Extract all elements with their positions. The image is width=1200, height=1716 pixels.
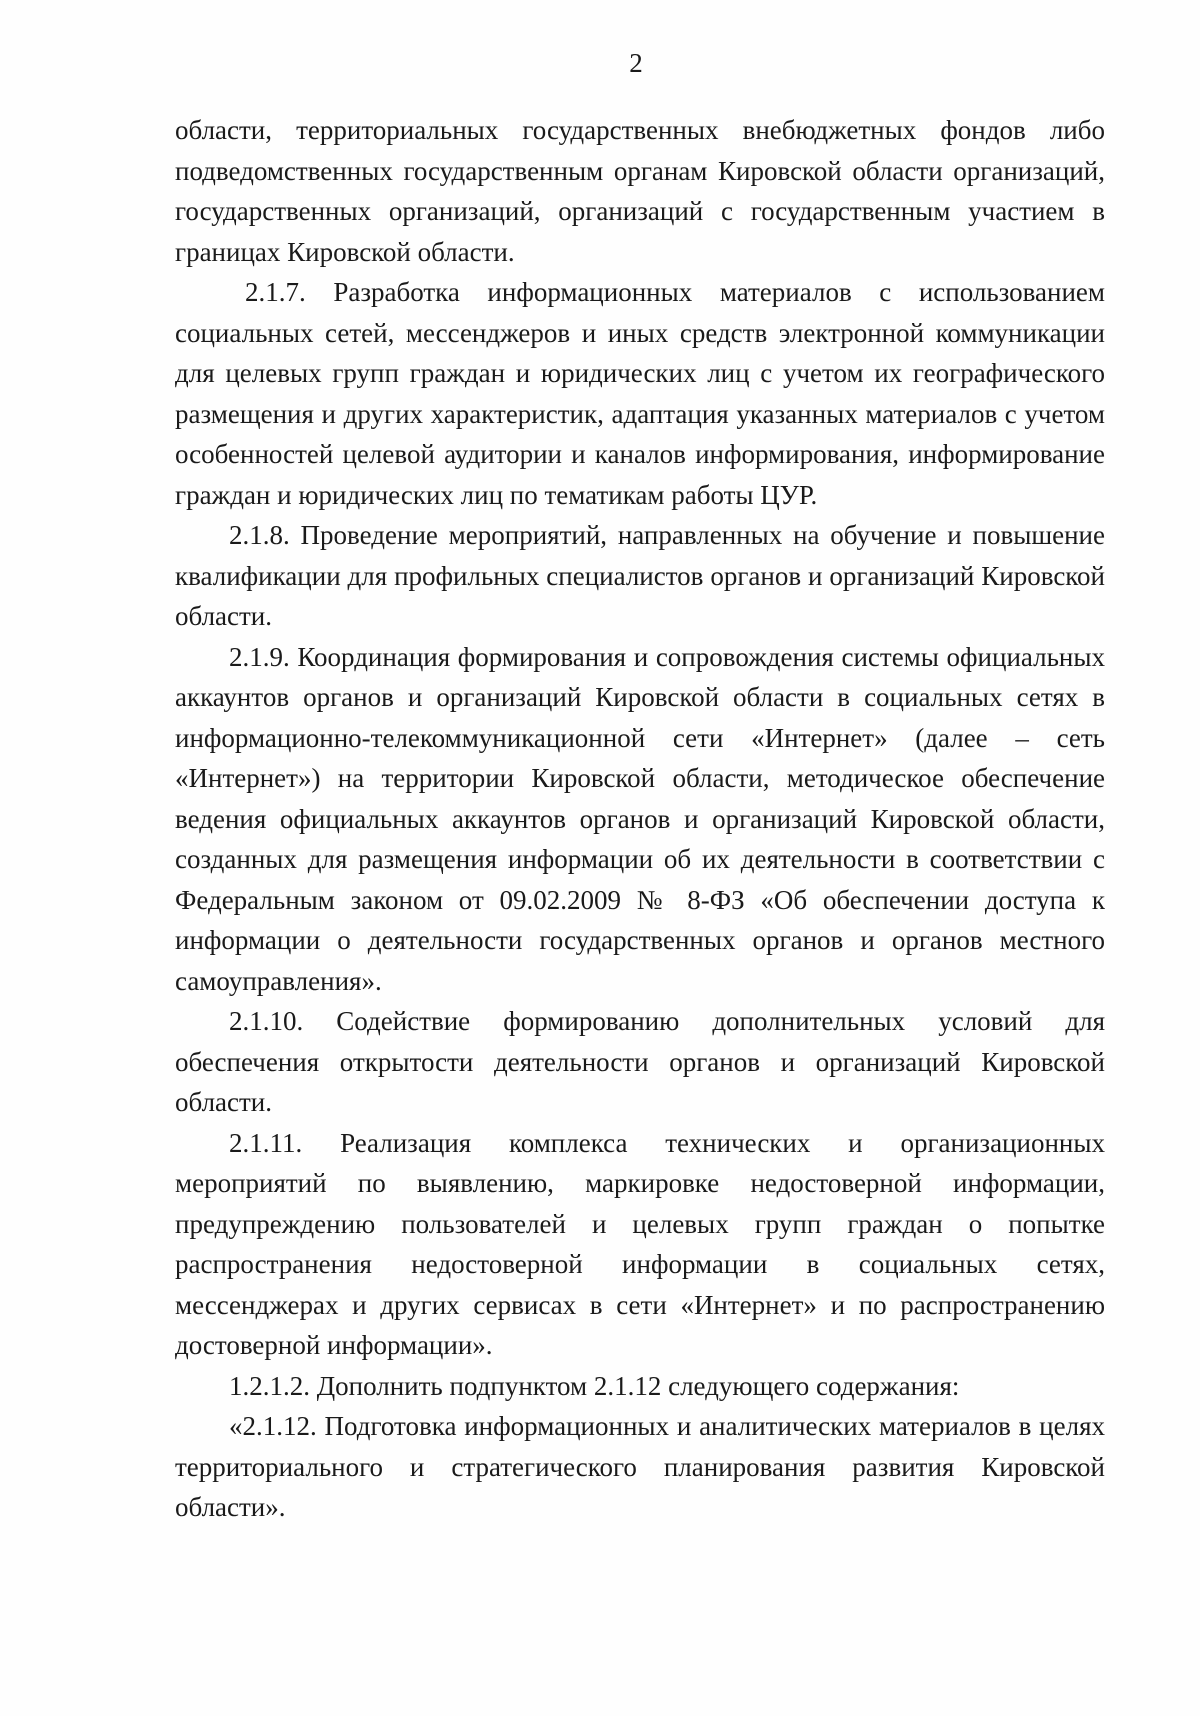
paragraph-2-1-7: 2.1.7. Разработка информационных материалов с использованием социальных сетей, мессенджеров и иных средств электронной коммуникации для целевых групп граждан и юридических лиц с учетом их географического размещения и других характеристик, адаптация указанных материалов с учетом особенностей целевой аудитории и каналов информирования, информирование граждан и юридических лиц по тематикам работы ЦУР. [175, 277, 1105, 510]
paragraph-2-1-9: 2.1.9. Координация формирования и сопровождения системы официальных аккаунтов органов и организаций Кировской области в социальных сетях в информационно-телекоммуникационной сети «Интернет» (далее – сеть «Интернет») на территории Кировской области, методическое обеспечение ведения официальных аккаунтов органов и организаций Кировской области, созданных для размещения информации об их деятельности в соответствии с Федеральным законом от 09.02.2009 № 8-ФЗ «Об обеспечении доступа к информации о деятельности государственных органов и органов местного самоуправления». [175, 641, 1105, 996]
page-number: 2 [629, 48, 643, 78]
paragraph-2-1-11: 2.1.11. Реализация комплекса технических и организационных мероприятий по выявлению, маркировке недостоверной информации, предупреждению пользователей и целевых групп граждан о попытке распространения недостоверной информации в социальных сетях, мессенджерах и других сервисах в сети «Интернет» и по распространению достоверной информации». [175, 1127, 1105, 1360]
paragraph-1-2-1-2: 1.2.1.2. Дополнить подпунктом 2.1.12 следующего содержания: [229, 1370, 960, 1401]
document-body [175, 110, 1105, 1528]
paragraph-2-1-10: 2.1.10. Содействие формированию дополнительных условий для обеспечения открытости деятельности органов и организаций Кировской области. [175, 1006, 1105, 1117]
paragraph-continuation: области, территориальных государственных внебюджетных фондов либо подведомственных государственным органам Кировской области организаций, государственных организаций, организаций с государственным участием в границах Кировской области. [175, 115, 1105, 267]
paragraph-2-1-8: 2.1.8. Проведение мероприятий, направленных на обучение и повышение квалификации для профильных специалистов органов и организаций Кировской области. [175, 520, 1105, 631]
paragraph-2-1-12: «2.1.12. Подготовка информационных и аналитических материалов в целях территориального и стратегического планирования развития Кировской области». [175, 1411, 1105, 1522]
